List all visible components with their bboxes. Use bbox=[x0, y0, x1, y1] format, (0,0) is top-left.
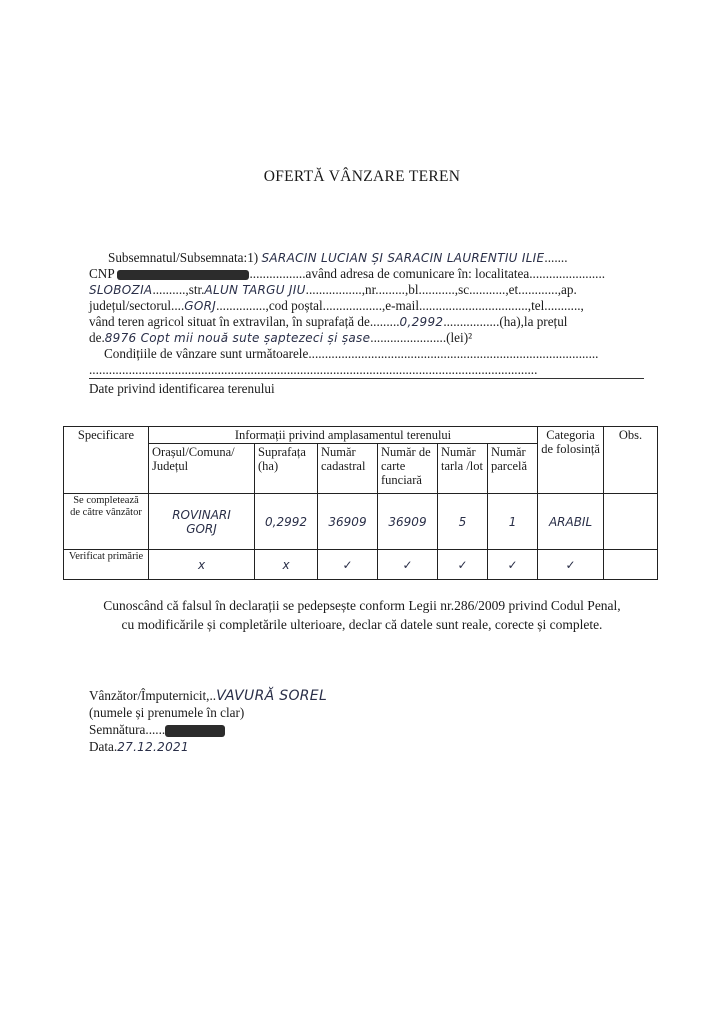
dots-12: .................., bbox=[322, 298, 386, 313]
ap-label: ap. bbox=[561, 282, 577, 297]
table-row bbox=[64, 494, 658, 550]
row1-label: Se completează de către vânzător bbox=[64, 494, 149, 550]
cell-oras[interactable] bbox=[149, 494, 255, 550]
dots-14: .........., bbox=[547, 298, 584, 313]
strada-label: str. bbox=[188, 282, 205, 297]
suprafata-field[interactable]: 0,2992 bbox=[399, 315, 444, 329]
dots-21: ...... bbox=[145, 722, 166, 737]
divider bbox=[89, 378, 644, 379]
bl-label: bl. bbox=[408, 282, 422, 297]
sc-label: sc. bbox=[458, 282, 473, 297]
judet-line bbox=[89, 298, 584, 314]
col-parcela: Număr parcelă bbox=[488, 444, 538, 494]
nr-label: nr. bbox=[365, 282, 379, 297]
ha-text: (ha),la prețul bbox=[499, 314, 568, 329]
table-row bbox=[64, 550, 658, 580]
row2-label: Verificat primărie bbox=[64, 550, 149, 580]
teren-line bbox=[89, 314, 567, 330]
dots-4: .........., bbox=[152, 282, 189, 297]
pret-label: de bbox=[89, 330, 102, 345]
pret-field[interactable]: 8976 Copt mii nouă sute șaptezeci și șase bbox=[104, 331, 371, 345]
name-field[interactable]: SARACIN LUCIAN ȘI SARACIN LAURENTIU ILIE bbox=[261, 251, 545, 265]
dots-13: ................................., bbox=[418, 298, 532, 313]
semnatura-line bbox=[89, 722, 225, 738]
check-mark: ✓ bbox=[488, 550, 538, 580]
address-line bbox=[89, 282, 577, 298]
cell-suprafata[interactable]: 0,2992 bbox=[255, 494, 318, 550]
page-title: OFERTĂ VÂNZARE TEREN bbox=[263, 168, 461, 185]
conditii-label: Condițiile de vânzare sunt următoarele bbox=[104, 346, 309, 361]
address-label: având adresa de comunicare în: localitatea bbox=[305, 266, 530, 281]
declaration-line-1: Cunoscând că falsul în declarații se pedepsește conform Legii nr.286/2009 privind Codul Penal, bbox=[103, 598, 621, 613]
dots-18: ....................... bbox=[370, 330, 447, 345]
cell-obs[interactable] bbox=[604, 494, 658, 550]
data-field[interactable]: 27.12.2021 bbox=[117, 740, 189, 754]
col-oras: Orașul/Comuna/ Județul bbox=[149, 444, 255, 494]
dots-9: ..........., bbox=[521, 282, 562, 297]
teren-text: vând teren agricol situat în extravilan, în suprafață de bbox=[89, 314, 370, 329]
header-informatii: Informații privind amplasamentul terenului bbox=[149, 427, 538, 444]
cnp-label: CNP bbox=[89, 266, 115, 281]
cnp-redacted bbox=[117, 270, 249, 280]
land-table bbox=[63, 426, 658, 580]
header-obs: Obs. bbox=[604, 427, 658, 494]
subsemnatul-label: Subsemnatul/Subsemnata: bbox=[108, 250, 248, 265]
signature-redacted bbox=[165, 725, 225, 737]
cell-carte[interactable]: 36909 bbox=[378, 494, 438, 550]
check-mark: ✓ bbox=[538, 550, 604, 580]
col-suprafata: Suprafața (ha) bbox=[255, 444, 318, 494]
dots-20: .. bbox=[209, 688, 217, 703]
cell-parcela[interactable]: 1 bbox=[488, 494, 538, 550]
cnp-line bbox=[89, 266, 605, 282]
subsemnatul-line bbox=[108, 250, 568, 266]
dots-11: ..............., bbox=[216, 298, 269, 313]
et-label: et. bbox=[508, 282, 522, 297]
cell-oras-value: ROVINARI bbox=[172, 507, 231, 522]
conditii-line-2: ........................................................................................................................................ bbox=[89, 362, 538, 377]
email-label: e-mail bbox=[385, 298, 419, 313]
cell-cadastral[interactable]: 36909 bbox=[318, 494, 378, 550]
declaration bbox=[0, 596, 724, 634]
header-categoria: Categoria de folosință bbox=[538, 427, 604, 494]
dots-1: ....... bbox=[544, 250, 568, 265]
dots-5: ................., bbox=[305, 282, 366, 297]
cell-judet-value: GORJ bbox=[186, 521, 217, 536]
check-mark: ✓ bbox=[438, 550, 488, 580]
dots-17: . bbox=[101, 330, 105, 345]
header-specificare: Specificare bbox=[64, 427, 149, 494]
lei-text: (lei)² bbox=[446, 330, 473, 345]
check-mark: ✓ bbox=[378, 550, 438, 580]
declaration-line-2: cu modificările și completările ulterioare, declar că datele sunt reale, corecte și complete. bbox=[121, 617, 603, 632]
semnatura-label: Semnătura bbox=[89, 722, 146, 737]
tel-label: tel. bbox=[531, 298, 548, 313]
cell-obs-verified bbox=[604, 550, 658, 580]
vanzator-line bbox=[89, 688, 327, 704]
col-cadastral: Număr cadastral bbox=[318, 444, 378, 494]
cell-tarla[interactable]: 5 bbox=[438, 494, 488, 550]
dots-2: ................. bbox=[249, 266, 306, 281]
dots-15: ......... bbox=[369, 314, 400, 329]
subsemnatul-prefix: 1) bbox=[247, 250, 259, 265]
dots-8: .........., bbox=[472, 282, 509, 297]
cod-label: cod poștal bbox=[268, 298, 323, 313]
dots-6: ........, bbox=[378, 282, 409, 297]
strada-field[interactable]: ALUN TARGU JIU bbox=[204, 283, 306, 297]
dots-10: .... bbox=[171, 298, 185, 313]
judet-field[interactable]: GORJ bbox=[184, 299, 217, 313]
data-label: Data. bbox=[89, 739, 118, 754]
cell-categoria[interactable]: ARABIL bbox=[538, 494, 604, 550]
pret-line bbox=[89, 330, 472, 346]
dots-19: ........................................................................................ bbox=[308, 346, 599, 361]
date-label: Date privind identificarea terenului bbox=[89, 381, 275, 396]
check-mark: x bbox=[255, 550, 318, 580]
dots-3: ....................... bbox=[529, 266, 606, 281]
dots-16: ................. bbox=[443, 314, 500, 329]
data-line bbox=[89, 739, 189, 755]
col-carte: Număr de carte funciară bbox=[378, 444, 438, 494]
nume-hint: (numele și prenumele în clar) bbox=[89, 705, 245, 720]
conditii-line bbox=[104, 346, 598, 362]
vanzator-label: Vânzător/Împuternicit, bbox=[89, 688, 210, 703]
localitate-field[interactable]: SLOBOZIA bbox=[89, 283, 153, 297]
check-mark: x bbox=[149, 550, 255, 580]
check-mark: ✓ bbox=[318, 550, 378, 580]
vanzator-field[interactable]: VAVURĂ SOREL bbox=[216, 688, 328, 704]
col-tarla: Număr tarla /lot bbox=[438, 444, 488, 494]
dots-7: .........., bbox=[421, 282, 459, 297]
judet-label: județul/sectorul bbox=[89, 298, 172, 313]
